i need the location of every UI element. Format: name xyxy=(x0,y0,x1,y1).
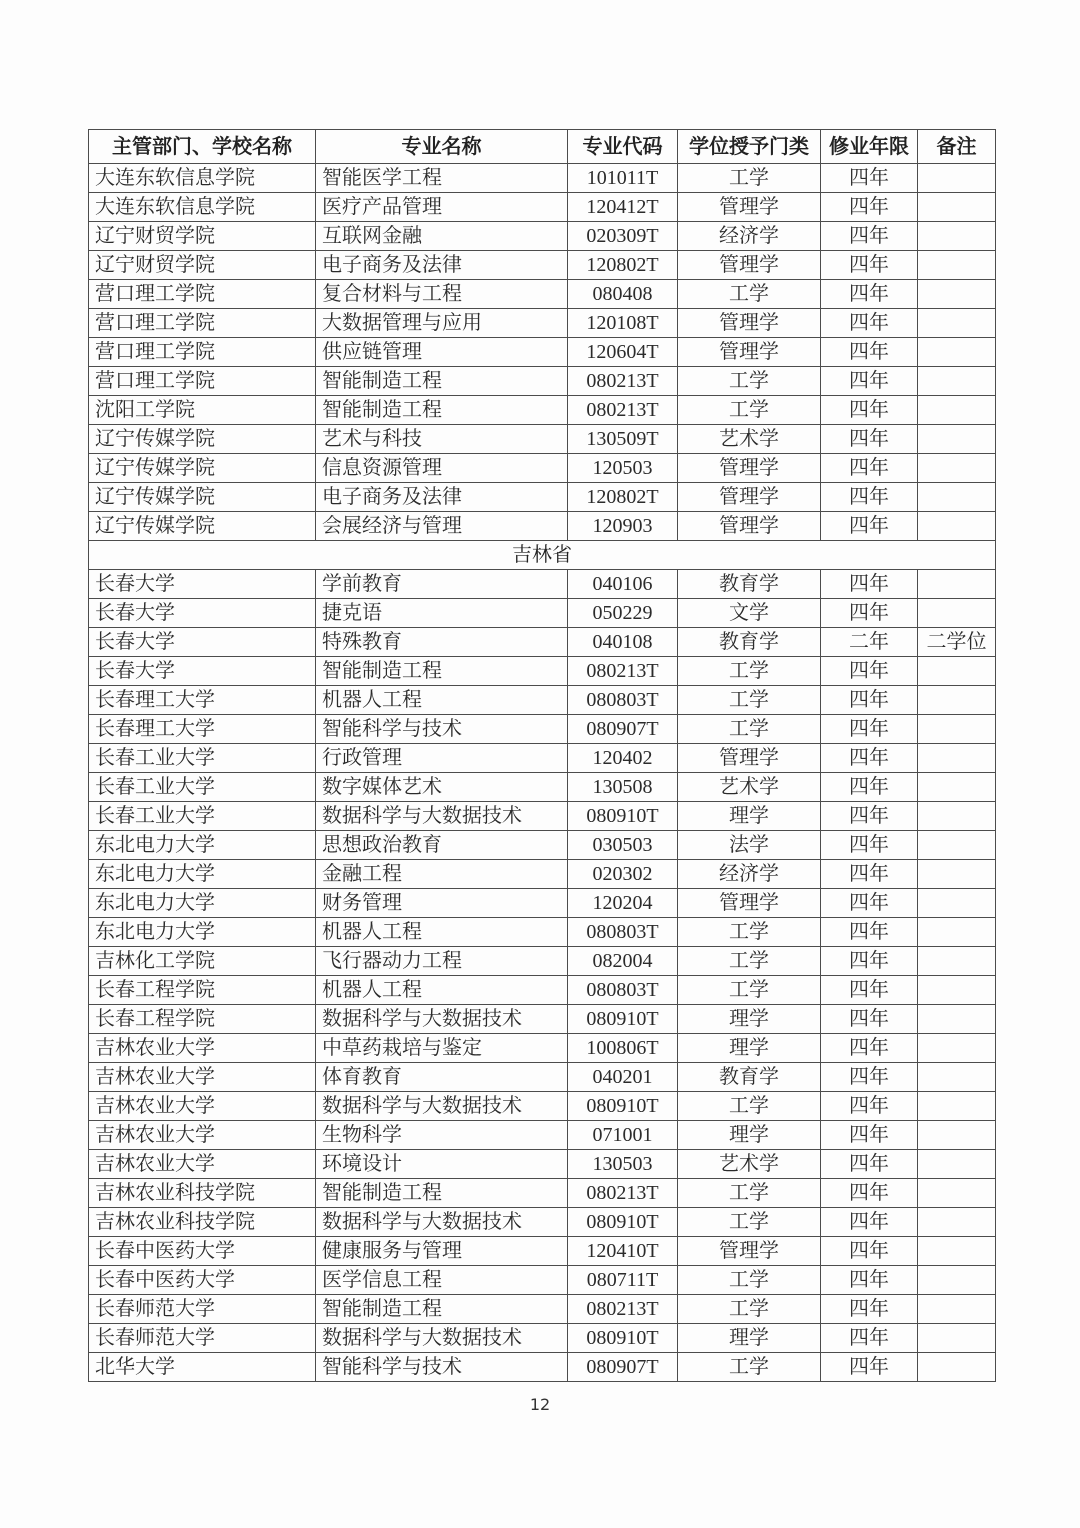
cell-remark xyxy=(918,425,996,454)
cell-school: 辽宁财贸学院 xyxy=(89,251,316,280)
cell-remark xyxy=(918,512,996,541)
cell-major: 财务管理 xyxy=(316,889,568,918)
cell-code: 080910T xyxy=(568,1208,678,1237)
cell-degree: 工学 xyxy=(678,280,821,309)
cell-code: 130509T xyxy=(568,425,678,454)
cell-code: 100806T xyxy=(568,1034,678,1063)
cell-degree: 文学 xyxy=(678,599,821,628)
table-row xyxy=(89,657,996,686)
table-row xyxy=(89,686,996,715)
cell-code: 080803T xyxy=(568,918,678,947)
cell-major: 机器人工程 xyxy=(316,976,568,1005)
table-row xyxy=(89,396,996,425)
table-row xyxy=(89,425,996,454)
cell-code: 120410T xyxy=(568,1237,678,1266)
cell-years: 四年 xyxy=(821,1324,918,1353)
table-row xyxy=(89,1208,996,1237)
cell-major: 健康服务与管理 xyxy=(316,1237,568,1266)
table-row xyxy=(89,251,996,280)
cell-school: 吉林农业科技学院 xyxy=(89,1208,316,1237)
table-row xyxy=(89,918,996,947)
cell-code: 080910T xyxy=(568,802,678,831)
cell-years: 四年 xyxy=(821,454,918,483)
cell-years: 四年 xyxy=(821,773,918,802)
table-row xyxy=(89,222,996,251)
table-row xyxy=(89,1121,996,1150)
cell-remark xyxy=(918,1353,996,1382)
cell-school: 吉林农业大学 xyxy=(89,1150,316,1179)
cell-remark xyxy=(918,773,996,802)
cell-major: 数据科学与大数据技术 xyxy=(316,1092,568,1121)
cell-degree: 管理学 xyxy=(678,483,821,512)
cell-remark xyxy=(918,599,996,628)
cell-code: 080910T xyxy=(568,1092,678,1121)
cell-years: 四年 xyxy=(821,831,918,860)
table-row xyxy=(89,1034,996,1063)
table-row xyxy=(89,570,996,599)
cell-years: 四年 xyxy=(821,570,918,599)
cell-remark xyxy=(918,280,996,309)
cell-years: 四年 xyxy=(821,1295,918,1324)
cell-major: 中草药栽培与鉴定 xyxy=(316,1034,568,1063)
cell-major: 环境设计 xyxy=(316,1150,568,1179)
cell-degree: 工学 xyxy=(678,918,821,947)
table-row xyxy=(89,309,996,338)
cell-school: 辽宁传媒学院 xyxy=(89,483,316,512)
cell-remark xyxy=(918,396,996,425)
cell-remark xyxy=(918,483,996,512)
cell-school: 北华大学 xyxy=(89,1353,316,1382)
cell-remark xyxy=(918,454,996,483)
cell-remark xyxy=(918,947,996,976)
cell-degree: 管理学 xyxy=(678,889,821,918)
cell-remark xyxy=(918,1063,996,1092)
cell-years: 四年 xyxy=(821,1237,918,1266)
cell-remark xyxy=(918,570,996,599)
table-row xyxy=(89,599,996,628)
table-row xyxy=(89,1063,996,1092)
cell-school: 营口理工学院 xyxy=(89,309,316,338)
col-header-major: 专业名称 xyxy=(316,130,568,164)
cell-degree: 理学 xyxy=(678,1324,821,1353)
cell-school: 长春大学 xyxy=(89,628,316,657)
cell-major: 智能制造工程 xyxy=(316,657,568,686)
col-header-remark: 备注 xyxy=(918,130,996,164)
table-row xyxy=(89,831,996,860)
col-header-years: 修业年限 xyxy=(821,130,918,164)
cell-remark xyxy=(918,976,996,1005)
cell-major: 学前教育 xyxy=(316,570,568,599)
cell-remark xyxy=(918,1005,996,1034)
cell-code: 080213T xyxy=(568,1295,678,1324)
cell-major: 复合材料与工程 xyxy=(316,280,568,309)
cell-school: 辽宁传媒学院 xyxy=(89,512,316,541)
cell-code: 120604T xyxy=(568,338,678,367)
cell-major: 智能制造工程 xyxy=(316,1179,568,1208)
cell-major: 医学信息工程 xyxy=(316,1266,568,1295)
table-row xyxy=(89,715,996,744)
cell-degree: 教育学 xyxy=(678,570,821,599)
cell-degree: 工学 xyxy=(678,1266,821,1295)
cell-years: 四年 xyxy=(821,1034,918,1063)
cell-degree: 工学 xyxy=(678,1092,821,1121)
cell-degree: 管理学 xyxy=(678,338,821,367)
cell-remark xyxy=(918,222,996,251)
cell-years: 四年 xyxy=(821,1266,918,1295)
col-header-school: 主管部门、学校名称 xyxy=(89,130,316,164)
cell-school: 辽宁财贸学院 xyxy=(89,222,316,251)
cell-major: 捷克语 xyxy=(316,599,568,628)
cell-school: 长春中医药大学 xyxy=(89,1237,316,1266)
cell-code: 120802T xyxy=(568,483,678,512)
cell-years: 四年 xyxy=(821,512,918,541)
cell-code: 080803T xyxy=(568,976,678,1005)
cell-school: 大连东软信息学院 xyxy=(89,193,316,222)
page-number: 12 xyxy=(529,1395,551,1414)
cell-years: 四年 xyxy=(821,483,918,512)
table-row xyxy=(89,454,996,483)
cell-years: 四年 xyxy=(821,396,918,425)
cell-major: 艺术与科技 xyxy=(316,425,568,454)
cell-school: 东北电力大学 xyxy=(89,918,316,947)
cell-years: 四年 xyxy=(821,657,918,686)
cell-school: 长春大学 xyxy=(89,570,316,599)
cell-code: 080910T xyxy=(568,1324,678,1353)
cell-remark xyxy=(918,1266,996,1295)
cell-school: 长春工程学院 xyxy=(89,976,316,1005)
cell-years: 四年 xyxy=(821,164,918,193)
cell-years: 四年 xyxy=(821,744,918,773)
cell-years: 四年 xyxy=(821,599,918,628)
cell-school: 长春工业大学 xyxy=(89,744,316,773)
cell-degree: 理学 xyxy=(678,802,821,831)
cell-degree: 工学 xyxy=(678,715,821,744)
cell-remark xyxy=(918,1121,996,1150)
table-row xyxy=(89,802,996,831)
cell-years: 四年 xyxy=(821,251,918,280)
cell-degree: 工学 xyxy=(678,1295,821,1324)
cell-degree: 工学 xyxy=(678,396,821,425)
table-row xyxy=(89,164,996,193)
cell-code: 020309T xyxy=(568,222,678,251)
table-row xyxy=(89,976,996,1005)
cell-school: 营口理工学院 xyxy=(89,367,316,396)
cell-code: 080213T xyxy=(568,657,678,686)
cell-school: 营口理工学院 xyxy=(89,280,316,309)
cell-remark xyxy=(918,918,996,947)
cell-years: 四年 xyxy=(821,715,918,744)
cell-remark xyxy=(918,1179,996,1208)
cell-code: 071001 xyxy=(568,1121,678,1150)
cell-school: 东北电力大学 xyxy=(89,831,316,860)
cell-years: 四年 xyxy=(821,976,918,1005)
cell-school: 大连东软信息学院 xyxy=(89,164,316,193)
cell-remark xyxy=(918,686,996,715)
cell-years: 四年 xyxy=(821,1005,918,1034)
cell-remark: 二学位 xyxy=(918,628,996,657)
section-row xyxy=(89,541,996,570)
cell-major: 互联网金融 xyxy=(316,222,568,251)
cell-years: 四年 xyxy=(821,860,918,889)
cell-degree: 艺术学 xyxy=(678,773,821,802)
cell-remark xyxy=(918,309,996,338)
cell-school: 吉林农业大学 xyxy=(89,1034,316,1063)
cell-years: 四年 xyxy=(821,280,918,309)
cell-years: 四年 xyxy=(821,1150,918,1179)
table-row xyxy=(89,338,996,367)
cell-code: 082004 xyxy=(568,947,678,976)
cell-major: 体育教育 xyxy=(316,1063,568,1092)
cell-code: 080711T xyxy=(568,1266,678,1295)
cell-major: 金融工程 xyxy=(316,860,568,889)
cell-school: 东北电力大学 xyxy=(89,860,316,889)
cell-school: 长春大学 xyxy=(89,657,316,686)
cell-years: 四年 xyxy=(821,1353,918,1382)
table-row xyxy=(89,1266,996,1295)
cell-degree: 工学 xyxy=(678,1208,821,1237)
cell-remark xyxy=(918,1092,996,1121)
table-row xyxy=(89,1092,996,1121)
table-row xyxy=(89,773,996,802)
cell-major: 数据科学与大数据技术 xyxy=(316,1005,568,1034)
cell-degree: 管理学 xyxy=(678,193,821,222)
table-row xyxy=(89,367,996,396)
cell-major: 机器人工程 xyxy=(316,918,568,947)
cell-degree: 管理学 xyxy=(678,309,821,338)
cell-code: 120903 xyxy=(568,512,678,541)
table-row xyxy=(89,947,996,976)
cell-degree: 工学 xyxy=(678,1353,821,1382)
cell-degree: 理学 xyxy=(678,1121,821,1150)
cell-code: 120108T xyxy=(568,309,678,338)
cell-code: 080907T xyxy=(568,715,678,744)
cell-school: 吉林农业大学 xyxy=(89,1121,316,1150)
cell-major: 大数据管理与应用 xyxy=(316,309,568,338)
cell-degree: 工学 xyxy=(678,686,821,715)
table-row xyxy=(89,512,996,541)
table-row xyxy=(89,193,996,222)
table-row xyxy=(89,1005,996,1034)
cell-degree: 工学 xyxy=(678,164,821,193)
cell-years: 四年 xyxy=(821,425,918,454)
cell-degree: 艺术学 xyxy=(678,1150,821,1179)
cell-major: 智能制造工程 xyxy=(316,1295,568,1324)
table-row xyxy=(89,280,996,309)
table-row xyxy=(89,483,996,512)
table-row xyxy=(89,744,996,773)
cell-school: 吉林农业科技学院 xyxy=(89,1179,316,1208)
cell-school: 长春工业大学 xyxy=(89,802,316,831)
table-row xyxy=(89,628,996,657)
cell-major: 数字媒体艺术 xyxy=(316,773,568,802)
cell-school: 长春理工大学 xyxy=(89,686,316,715)
cell-remark xyxy=(918,889,996,918)
cell-major: 数据科学与大数据技术 xyxy=(316,1208,568,1237)
cell-remark xyxy=(918,251,996,280)
cell-remark xyxy=(918,1324,996,1353)
cell-code: 050229 xyxy=(568,599,678,628)
table-header-row xyxy=(89,130,996,164)
cell-school: 吉林农业大学 xyxy=(89,1092,316,1121)
cell-school: 长春师范大学 xyxy=(89,1324,316,1353)
table-row xyxy=(89,1150,996,1179)
table-row xyxy=(89,1324,996,1353)
cell-code: 120204 xyxy=(568,889,678,918)
cell-code: 120402 xyxy=(568,744,678,773)
cell-years: 四年 xyxy=(821,889,918,918)
cell-remark xyxy=(918,802,996,831)
cell-years: 四年 xyxy=(821,802,918,831)
cell-code: 040201 xyxy=(568,1063,678,1092)
cell-code: 080213T xyxy=(568,367,678,396)
cell-remark xyxy=(918,338,996,367)
col-header-code: 专业代码 xyxy=(568,130,678,164)
cell-major: 思想政治教育 xyxy=(316,831,568,860)
cell-major: 会展经济与管理 xyxy=(316,512,568,541)
cell-degree: 理学 xyxy=(678,1034,821,1063)
cell-code: 020302 xyxy=(568,860,678,889)
cell-code: 130503 xyxy=(568,1150,678,1179)
cell-code: 080213T xyxy=(568,396,678,425)
cell-degree: 工学 xyxy=(678,657,821,686)
cell-major: 数据科学与大数据技术 xyxy=(316,1324,568,1353)
cell-degree: 艺术学 xyxy=(678,425,821,454)
cell-school: 长春中医药大学 xyxy=(89,1266,316,1295)
cell-major: 信息资源管理 xyxy=(316,454,568,483)
cell-years: 四年 xyxy=(821,338,918,367)
cell-code: 101011T xyxy=(568,164,678,193)
cell-years: 四年 xyxy=(821,1092,918,1121)
cell-major: 供应链管理 xyxy=(316,338,568,367)
cell-degree: 工学 xyxy=(678,1179,821,1208)
cell-major: 行政管理 xyxy=(316,744,568,773)
cell-remark xyxy=(918,164,996,193)
cell-years: 四年 xyxy=(821,947,918,976)
cell-degree: 管理学 xyxy=(678,251,821,280)
cell-degree: 工学 xyxy=(678,976,821,1005)
cell-remark xyxy=(918,1237,996,1266)
cell-degree: 工学 xyxy=(678,947,821,976)
cell-remark xyxy=(918,193,996,222)
cell-years: 四年 xyxy=(821,367,918,396)
cell-school: 东北电力大学 xyxy=(89,889,316,918)
cell-degree: 法学 xyxy=(678,831,821,860)
cell-remark xyxy=(918,1034,996,1063)
cell-major: 特殊教育 xyxy=(316,628,568,657)
table-row xyxy=(89,1353,996,1382)
cell-code: 120503 xyxy=(568,454,678,483)
cell-years: 四年 xyxy=(821,222,918,251)
cell-code: 040108 xyxy=(568,628,678,657)
cell-degree: 管理学 xyxy=(678,1237,821,1266)
cell-degree: 管理学 xyxy=(678,512,821,541)
cell-code: 080907T xyxy=(568,1353,678,1382)
cell-school: 营口理工学院 xyxy=(89,338,316,367)
cell-remark xyxy=(918,1150,996,1179)
cell-remark xyxy=(918,1295,996,1324)
cell-school: 辽宁传媒学院 xyxy=(89,454,316,483)
table-row xyxy=(89,860,996,889)
cell-remark xyxy=(918,1208,996,1237)
cell-major: 机器人工程 xyxy=(316,686,568,715)
cell-school: 长春工程学院 xyxy=(89,1005,316,1034)
cell-major: 智能制造工程 xyxy=(316,396,568,425)
cell-code: 120412T xyxy=(568,193,678,222)
cell-years: 四年 xyxy=(821,1121,918,1150)
table-row xyxy=(89,1179,996,1208)
cell-degree: 教育学 xyxy=(678,1063,821,1092)
cell-years: 四年 xyxy=(821,918,918,947)
cell-school: 长春工业大学 xyxy=(89,773,316,802)
table-row xyxy=(89,889,996,918)
cell-school: 吉林农业大学 xyxy=(89,1063,316,1092)
approved-majors-table xyxy=(88,129,996,1382)
cell-degree: 经济学 xyxy=(678,860,821,889)
cell-code: 080803T xyxy=(568,686,678,715)
table-row xyxy=(89,1295,996,1324)
cell-degree: 教育学 xyxy=(678,628,821,657)
cell-school: 长春理工大学 xyxy=(89,715,316,744)
cell-degree: 管理学 xyxy=(678,454,821,483)
cell-years: 四年 xyxy=(821,193,918,222)
cell-remark xyxy=(918,657,996,686)
cell-major: 电子商务及法律 xyxy=(316,483,568,512)
cell-major: 飞行器动力工程 xyxy=(316,947,568,976)
cell-code: 080408 xyxy=(568,280,678,309)
cell-years: 四年 xyxy=(821,309,918,338)
cell-major: 电子商务及法律 xyxy=(316,251,568,280)
cell-code: 130508 xyxy=(568,773,678,802)
cell-major: 智能医学工程 xyxy=(316,164,568,193)
cell-major: 生物科学 xyxy=(316,1121,568,1150)
cell-school: 长春师范大学 xyxy=(89,1295,316,1324)
col-header-degree: 学位授予门类 xyxy=(678,130,821,164)
cell-code: 080213T xyxy=(568,1179,678,1208)
cell-school: 吉林化工学院 xyxy=(89,947,316,976)
cell-years: 二年 xyxy=(821,628,918,657)
cell-major: 智能科学与技术 xyxy=(316,1353,568,1382)
cell-degree: 理学 xyxy=(678,1005,821,1034)
cell-degree: 经济学 xyxy=(678,222,821,251)
cell-code: 040106 xyxy=(568,570,678,599)
cell-degree: 管理学 xyxy=(678,744,821,773)
section-label: 吉林省 xyxy=(89,541,996,570)
cell-remark xyxy=(918,831,996,860)
cell-remark xyxy=(918,744,996,773)
cell-school: 沈阳工学院 xyxy=(89,396,316,425)
cell-years: 四年 xyxy=(821,1063,918,1092)
cell-code: 080910T xyxy=(568,1005,678,1034)
cell-major: 数据科学与大数据技术 xyxy=(316,802,568,831)
cell-remark xyxy=(918,860,996,889)
cell-code: 120802T xyxy=(568,251,678,280)
cell-remark xyxy=(918,715,996,744)
cell-degree: 工学 xyxy=(678,367,821,396)
cell-major: 智能科学与技术 xyxy=(316,715,568,744)
table-row xyxy=(89,1237,996,1266)
cell-major: 医疗产品管理 xyxy=(316,193,568,222)
cell-school: 辽宁传媒学院 xyxy=(89,425,316,454)
cell-years: 四年 xyxy=(821,1179,918,1208)
cell-years: 四年 xyxy=(821,1208,918,1237)
cell-code: 030503 xyxy=(568,831,678,860)
cell-major: 智能制造工程 xyxy=(316,367,568,396)
cell-school: 长春大学 xyxy=(89,599,316,628)
cell-years: 四年 xyxy=(821,686,918,715)
cell-remark xyxy=(918,367,996,396)
